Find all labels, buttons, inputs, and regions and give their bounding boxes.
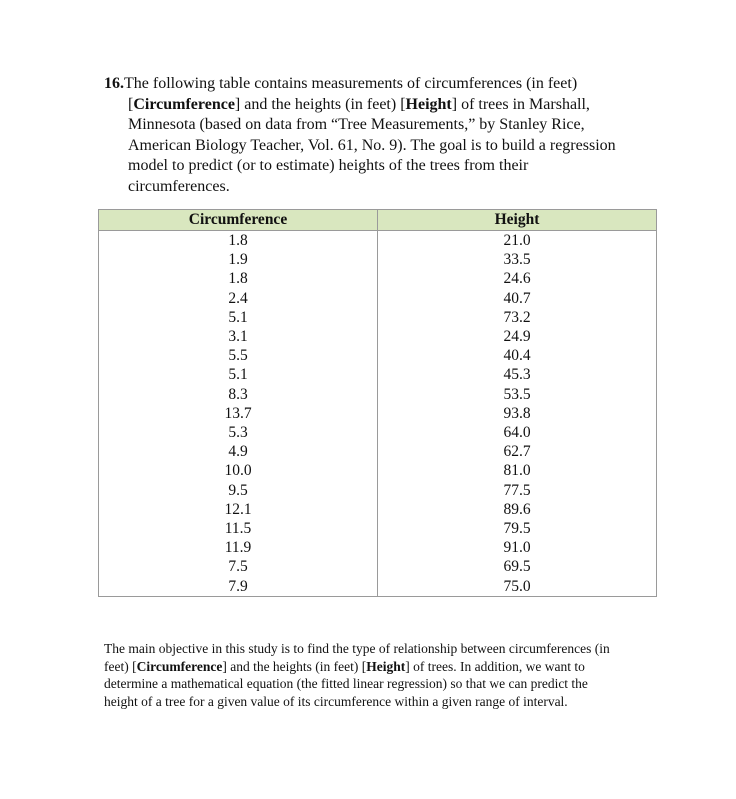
height-cell: 53.5 (378, 385, 657, 404)
table-row (99, 308, 657, 327)
problem-line-3: Minnesota (based on data from “Tree Measurements,” by Stanley Rice, (128, 116, 585, 133)
circumference-cell: 1.8 (99, 269, 378, 288)
height-cell: 33.5 (378, 250, 657, 269)
circumference-cell: 1.9 (99, 250, 378, 269)
circumference-cell: 12.1 (99, 500, 378, 519)
height-cell: 81.0 (378, 461, 657, 480)
problem-line-6: circumferences. (128, 177, 230, 195)
table-row (99, 346, 657, 365)
problem-number: 16. (104, 75, 124, 92)
circumference-header: Circumference (99, 210, 378, 231)
circumference-cell: 9.5 (99, 481, 378, 500)
height-cell: 40.7 (378, 289, 657, 308)
height-cell: 91.0 (378, 538, 657, 557)
height-cell: 93.8 (378, 404, 657, 423)
height-cell: 62.7 (378, 442, 657, 461)
circumference-cell: 13.7 (99, 404, 378, 423)
table-row (99, 538, 657, 557)
circumference-cell: 5.1 (99, 308, 378, 327)
height-cell: 75.0 (378, 577, 657, 597)
table-row (99, 385, 657, 404)
table-row (99, 461, 657, 480)
objective-line-3: determine a mathematical equation (the fitted linear regression) so that we can predict the (104, 676, 588, 691)
circumference-cell: 7.5 (99, 557, 378, 576)
table-row (99, 500, 657, 519)
height-term: Height (366, 658, 406, 674)
height-header: Height (378, 210, 657, 231)
circumference-cell: 11.9 (99, 538, 378, 557)
table-row (99, 404, 657, 423)
measurements-table (98, 209, 657, 597)
table-row (99, 423, 657, 442)
circumference-cell: 11.5 (99, 519, 378, 538)
table-header-row (99, 210, 657, 231)
circumference-cell: 4.9 (99, 442, 378, 461)
height-cell: 24.9 (378, 327, 657, 346)
circumference-cell: 1.8 (99, 231, 378, 251)
height-term: Height (405, 95, 452, 113)
problem-line-2: [Circumference] and the heights (in feet) [Height] of trees in Marshall, (128, 95, 590, 113)
table-row (99, 231, 657, 251)
table-row (99, 365, 657, 384)
circumference-cell: 5.5 (99, 346, 378, 365)
height-cell: 40.4 (378, 346, 657, 365)
table-row (99, 577, 657, 597)
table-row (99, 519, 657, 538)
circumference-term: Circumference (133, 95, 235, 113)
table-row (99, 557, 657, 576)
circumference-term: Circumference (136, 658, 223, 674)
objective-line-4: height of a tree for a given value of its circumference within a given range of interval. (104, 693, 568, 709)
table-row (99, 442, 657, 461)
circumference-cell: 10.0 (99, 461, 378, 480)
table-body (99, 231, 657, 597)
study-objective-paragraph (104, 640, 664, 710)
circumference-cell: 5.1 (99, 365, 378, 384)
height-cell: 69.5 (378, 557, 657, 576)
problem-line-1: 16.The following table contains measurements of circumferences (in feet) (104, 75, 578, 92)
objective-line-2: feet) [Circumference] and the heights (in feet) [Height] of trees. In addition, we want to (104, 658, 585, 674)
table-row (99, 269, 657, 288)
table-row (99, 481, 657, 500)
height-cell: 21.0 (378, 231, 657, 251)
circumference-cell: 2.4 (99, 289, 378, 308)
height-cell: 64.0 (378, 423, 657, 442)
circumference-cell: 5.3 (99, 423, 378, 442)
height-cell: 77.5 (378, 481, 657, 500)
objective-line-1: The main objective in this study is to find the type of relationship between circumferences (in (104, 641, 610, 656)
height-cell: 24.6 (378, 269, 657, 288)
circumference-cell: 3.1 (99, 327, 378, 346)
circumference-cell: 8.3 (99, 385, 378, 404)
table-row (99, 289, 657, 308)
circumference-cell: 7.9 (99, 577, 378, 597)
problem-line-5: model to predict (or to estimate) heights of the trees from their (128, 157, 529, 174)
height-cell: 73.2 (378, 308, 657, 327)
table-row (99, 250, 657, 269)
height-cell: 79.5 (378, 519, 657, 538)
height-cell: 45.3 (378, 365, 657, 384)
height-cell: 89.6 (378, 500, 657, 519)
table-row (99, 327, 657, 346)
problem-line-4: American Biology Teacher, Vol. 61, No. 9). The goal is to build a regression (128, 136, 616, 154)
problem-statement (104, 74, 664, 197)
